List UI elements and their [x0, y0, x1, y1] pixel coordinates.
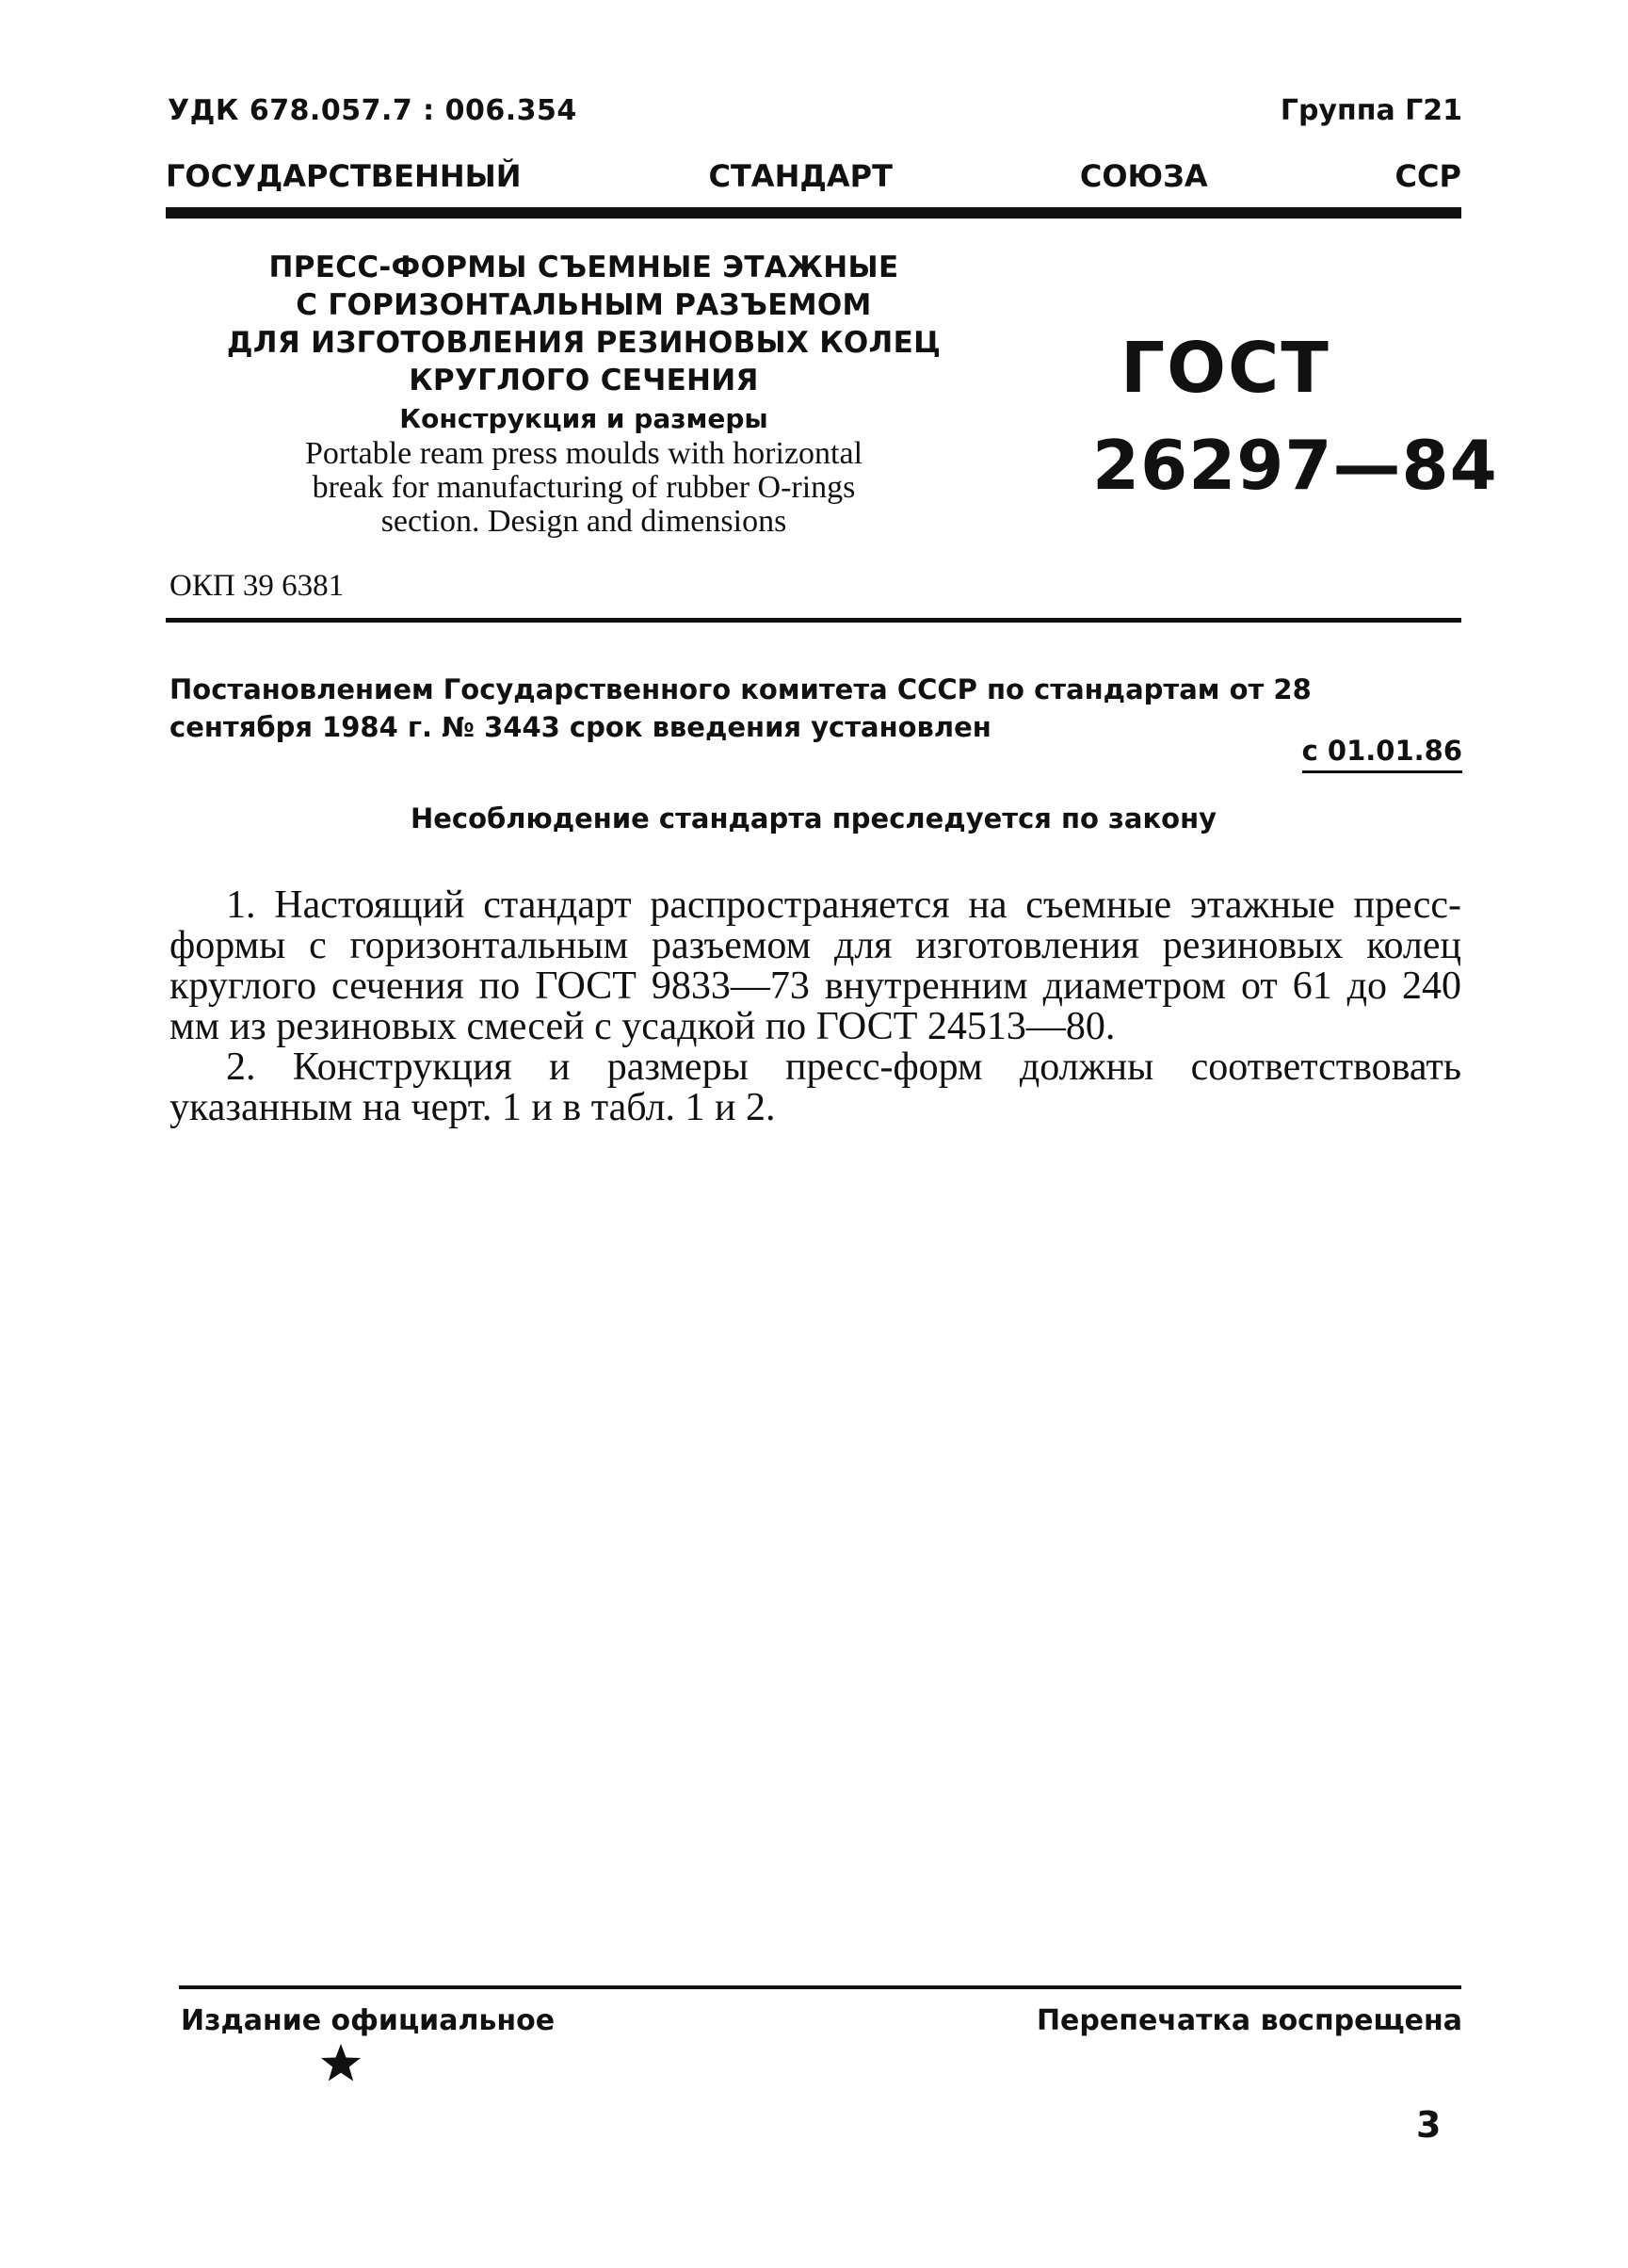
title-en-line: section. Design and dimensions — [380, 504, 787, 539]
group-code: Группа Г21 — [1280, 94, 1462, 127]
edition-label: Издание официальное — [181, 2004, 556, 2037]
page-number: 3 — [1416, 2104, 1442, 2146]
body-text — [169, 885, 1461, 1128]
gost-label: ГОСТ — [1120, 328, 1330, 409]
okp-code: ОКП 39 6381 — [169, 569, 345, 603]
star-icon — [320, 2042, 362, 2083]
state-standard-heading — [166, 158, 1461, 194]
effective-date: с 01.01.86 — [1302, 735, 1462, 773]
state-standard-word: СТАНДАРТ — [708, 158, 893, 194]
udk-code: УДК 678.057.7 : 006.354 — [168, 94, 577, 127]
paragraph: 2. Конструкция и размеры пресс-форм должны соответствовать указанным на черт. 1 и в табл. 1 и 2. — [169, 1045, 1461, 1129]
paragraph: 1. Настоящий стандарт распространяется на съемные этажные пресс-формы с горизонтальным разъемом для изготовления резиновых колец круглого сечения по ГОСТ 9833—73 внутренним диаметром от 61 до 240 мм из резиновых смесей с усадкой по ГОСТ 24513—80. — [169, 883, 1461, 1048]
title-divider — [166, 618, 1461, 623]
state-standard-word: СОЮЗА — [1079, 158, 1208, 194]
state-standard-word: ССР — [1394, 158, 1461, 194]
title-ru-line: С ГОРИЗОНТАЛЬНЫМ РАЗЪЕМОМ — [296, 288, 872, 322]
title-ru-line: ПРЕСС-ФОРМЫ СЪЕМНЫЕ ЭТАЖНЫЕ — [268, 251, 899, 284]
title-block — [188, 249, 979, 539]
law-notice: Несоблюдение стандарта преследуется по закону — [410, 802, 1217, 834]
title-en-line: break for manufacturing of rubber O-rings — [312, 470, 856, 505]
title-subtitle: Конструкция и размеры — [399, 403, 768, 434]
gost-number: 26297—84 — [1092, 426, 1498, 505]
title-ru-line: КРУГЛОГО СЕЧЕНИЯ — [409, 364, 759, 397]
reprint-notice: Перепечатка воспрещена — [1036, 2004, 1462, 2037]
title-ru-line: ДЛЯ ИЗГОТОВЛЕНИЯ РЕЗИНОВЫХ КОЛЕЦ — [226, 326, 942, 360]
decree-text: Постановлением Государственного комитета СССР по стандартам от 28 сентября 1984 г. № 3443 срок введения установлен — [169, 673, 1312, 743]
footer-divider — [179, 1985, 1461, 1989]
state-standard-word: ГОСУДАРСТВЕННЫЙ — [166, 158, 522, 194]
heading-divider — [166, 207, 1461, 219]
title-en-line: Portable ream press moulds with horizontal — [304, 436, 863, 471]
